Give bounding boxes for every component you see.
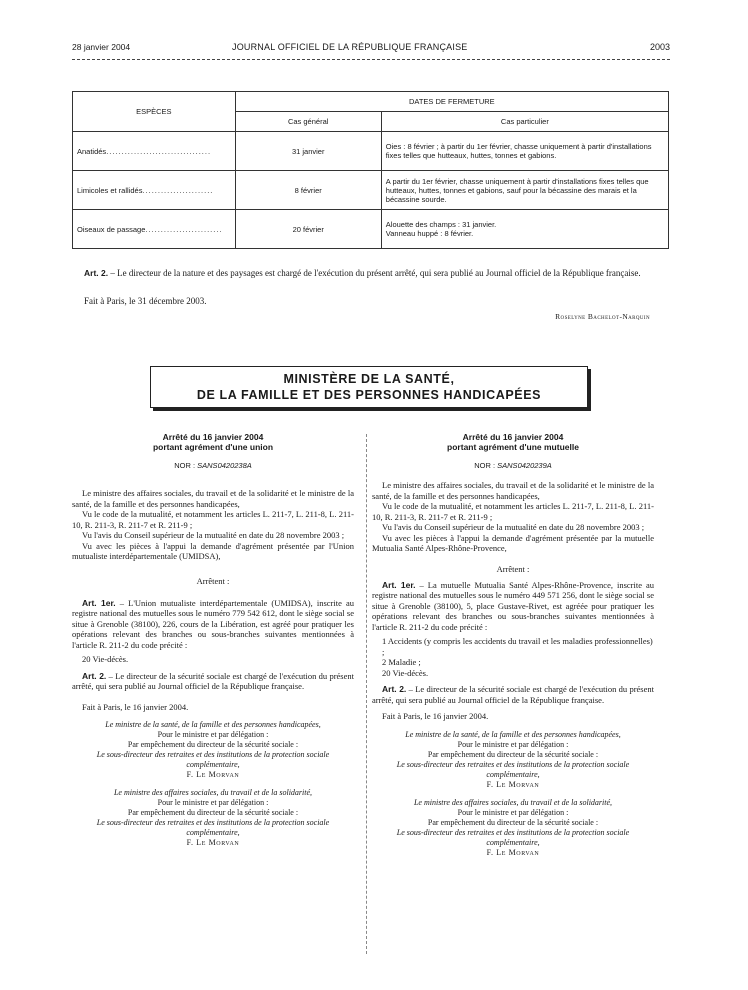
dates-header: DATES DE FERMETURE: [235, 92, 668, 112]
general-header: Cas général: [235, 112, 381, 132]
preamble-para: Vu avec les pièces à l'appui la demande d'agrément présentée par la mutuelle Mutualia Santé Alpes-Rhône-Provence,: [372, 532, 654, 553]
ministry-heading-box: [150, 366, 588, 408]
header-date: 28 janvier 2004: [72, 42, 131, 52]
species-cell: Anatidés..................................: [73, 132, 236, 171]
decree-title: Arrêté du 16 janvier 2004: [162, 432, 264, 442]
preamble-para: Le ministre des affaires sociales, du travail et de la solidarité et le ministre de la santé, de la famille et des personnes handicapées,: [372, 480, 654, 501]
top-article-2: Art. 2. – Le directeur de la nature et des paysages est chargé de l'exécution du présent arrêté, qui sera publié au Journal officiel de la République française.: [84, 268, 641, 278]
signature-par: Par empêchement du directeur de la sécurité sociale :: [427, 749, 599, 759]
article-1: Art. 1er. – L'Union mutualiste interdépartementale (UMIDSA), inscrite au registre national des mutuelles sous le numéro 779 542 612, dont le siège social se situe à Grenoble (38100), 226, cours de la Libération, est agréé pour pratiquer les opérations relevant des branches ou sous-branches suivantes mentionnées à l'article R. 211-2 du code précité :: [72, 597, 355, 650]
signature-sous-directeur: Le sous-directeur des retraites et des institutions de la protection sociale complémentaire,: [96, 818, 330, 837]
column-divider: [366, 434, 367, 954]
top-signature: Roselyne Bachelot-Narquin: [555, 312, 650, 321]
signature-par: Par empêchement du directeur de la sécurité sociale :: [427, 817, 599, 827]
list-item: 2 Maladie ;: [382, 657, 421, 667]
list-item: 1 Accidents (y compris les accidents du travail et les maladies professionnelles) ;: [382, 636, 653, 657]
signature-name: F. Le Morvan: [486, 779, 540, 789]
fait-a-paris: Fait à Paris, le 16 janvier 2004.: [82, 701, 189, 712]
signature-pour: Pour le ministre et par délégation :: [457, 739, 569, 749]
article-2: Art. 2. – Le directeur de la sécurité sociale est chargé de l'exécution du présent arrêté, qui sera publié au Journal officiel de la République française.: [372, 684, 655, 705]
general-cell: 31 janvier: [235, 132, 381, 171]
page-number: 2003: [649, 42, 670, 52]
closing-dates-table: [72, 91, 669, 249]
signature-sous-directeur: Le sous-directeur des retraites et des institutions de la protection sociale complémentaire,: [396, 759, 630, 779]
arretent: Arrêtent :: [196, 575, 230, 586]
article-1: Art. 1er. – La mutuelle Mutualia Santé Alpes-Rhône-Provence, inscrite au registre national des mutuelles sous le numéro 449 571 256, dont le siège social se situe à Grenoble (38100), 5, place Gustave-Rivet, est agréée pour pratiquer les opérations relevant des branches ou sous-branches suivantes mentionnées à l'article R. 211-2 du code précité :: [372, 579, 654, 632]
signature-name: F. Le Morvan: [486, 847, 540, 857]
header-title: JOURNAL OFFICIEL DE LA RÉPUBLIQUE FRANÇAISE: [232, 42, 468, 52]
fait-a-paris: Fait à Paris, le 16 janvier 2004.: [382, 711, 489, 721]
signature-minister: Le ministre des affaires sociales, du travail et de la solidarité,: [113, 788, 313, 797]
ministry-line-2: DE LA FAMILLE ET DES PERSONNES HANDICAPÉES: [196, 388, 542, 402]
species-header: ESPÈCES: [73, 92, 236, 132]
preamble-para: Le ministre des affaires sociales, du travail et de la solidarité et le ministre de la santé, de la famille et des personnes handicapées,: [72, 488, 354, 509]
signature-sous-directeur: Le sous-directeur des retraites et des institutions de la protection sociale complémentaire,: [96, 750, 330, 769]
list-item: 20 Vie-décès.: [82, 654, 129, 664]
preamble-para: Vu le code de la mutualité, et notamment les articles L. 211-7, L. 211-8, L. 211-10, R. 211-3, R. 211-7 et R. 211-9 ;: [72, 509, 354, 530]
particular-cell: Alouette des champs : 31 janvier. Vanneau huppé : 8 février.: [381, 210, 668, 249]
species-cell: Limicoles et rallidés.......................: [73, 171, 236, 210]
nor-reference: NOR : SANS0420238A: [174, 461, 252, 470]
table-row: [73, 132, 669, 171]
decree-title: Arrêté du 16 janvier 2004: [462, 432, 564, 442]
particular-cell: A partir du 1er février, chasse uniquement à partir d'installations fixes telles que hutteaux, huttes, tonnes et gabions, sauf pour la bécassine des marais et la bécassine sourde.: [381, 171, 668, 210]
particular-header: Cas particulier: [381, 112, 668, 132]
top-fait-a-paris: Fait à Paris, le 31 décembre 2003.: [84, 296, 207, 306]
signature-name: F. Le Morvan: [186, 838, 240, 847]
signature-minister: Le ministre des affaires sociales, du travail et de la solidarité,: [413, 797, 613, 807]
arretent: Arrêtent :: [496, 563, 530, 574]
signature-minister: Le ministre de la santé, de la famille et des personnes handicapées,: [105, 720, 321, 729]
article-2: Art. 2. – Le directeur de la sécurité sociale est chargé de l'exécution du présent arrêté, qui sera publié au Journal officiel de la République française.: [72, 670, 355, 691]
signature-minister: Le ministre de la santé, de la famille et des personnes handicapées,: [405, 729, 621, 739]
general-cell: 8 février: [235, 171, 381, 210]
signature-par: Par empêchement du directeur de la sécurité sociale :: [127, 808, 299, 817]
left-decree: [72, 432, 354, 848]
right-decree: [372, 432, 654, 858]
preamble-para: Vu avec les pièces à l'appui la demande d'agrément présentée par l'Union mutualiste interdépartementale (UMIDSA),: [72, 540, 354, 561]
preamble-para: Vu l'avis du Conseil supérieur de la mutualité en date du 28 novembre 2003 ;: [82, 530, 345, 540]
signature-sous-directeur: Le sous-directeur des retraites et des institutions de la protection sociale complémentaire,: [396, 827, 630, 847]
nor-reference: NOR : SANS0420239A: [474, 461, 552, 470]
decree-subtitle: portant agrément d'une union: [152, 442, 274, 452]
species-cell: Oiseaux de passage.........................: [73, 210, 236, 249]
preamble-para: Vu l'avis du Conseil supérieur de la mutualité en date du 28 novembre 2003 ;: [382, 522, 645, 532]
signature-par: Par empêchement du directeur de la sécurité sociale :: [127, 740, 299, 749]
signature-pour: Pour le ministre et par délégation :: [157, 730, 269, 739]
header-rule: [72, 59, 670, 60]
table-row: [73, 210, 669, 249]
list-item: 20 Vie-décès.: [382, 667, 429, 678]
table-row: [73, 171, 669, 210]
ministry-line-1: MINISTÈRE DE LA SANTÉ,: [283, 372, 455, 386]
particular-cell: Oies : 8 février ; à partir du 1er février, chasse uniquement à partir d'installations fixes telles que hutteaux, huttes, tonnes et gabions.: [381, 132, 668, 171]
general-cell: 20 février: [235, 210, 381, 249]
signature-pour: Pour le ministre et par délégation :: [457, 807, 569, 817]
signature-name: F. Le Morvan: [186, 770, 240, 779]
decree-subtitle: portant agrément d'une mutuelle: [447, 442, 579, 452]
preamble-para: Vu le code de la mutualité, et notamment les articles L. 211-7, L. 211-8, L. 211-10, R. 211-3, R. 211-7 et R. 211-9 ;: [372, 501, 654, 522]
signature-pour: Pour le ministre et par délégation :: [157, 798, 269, 807]
